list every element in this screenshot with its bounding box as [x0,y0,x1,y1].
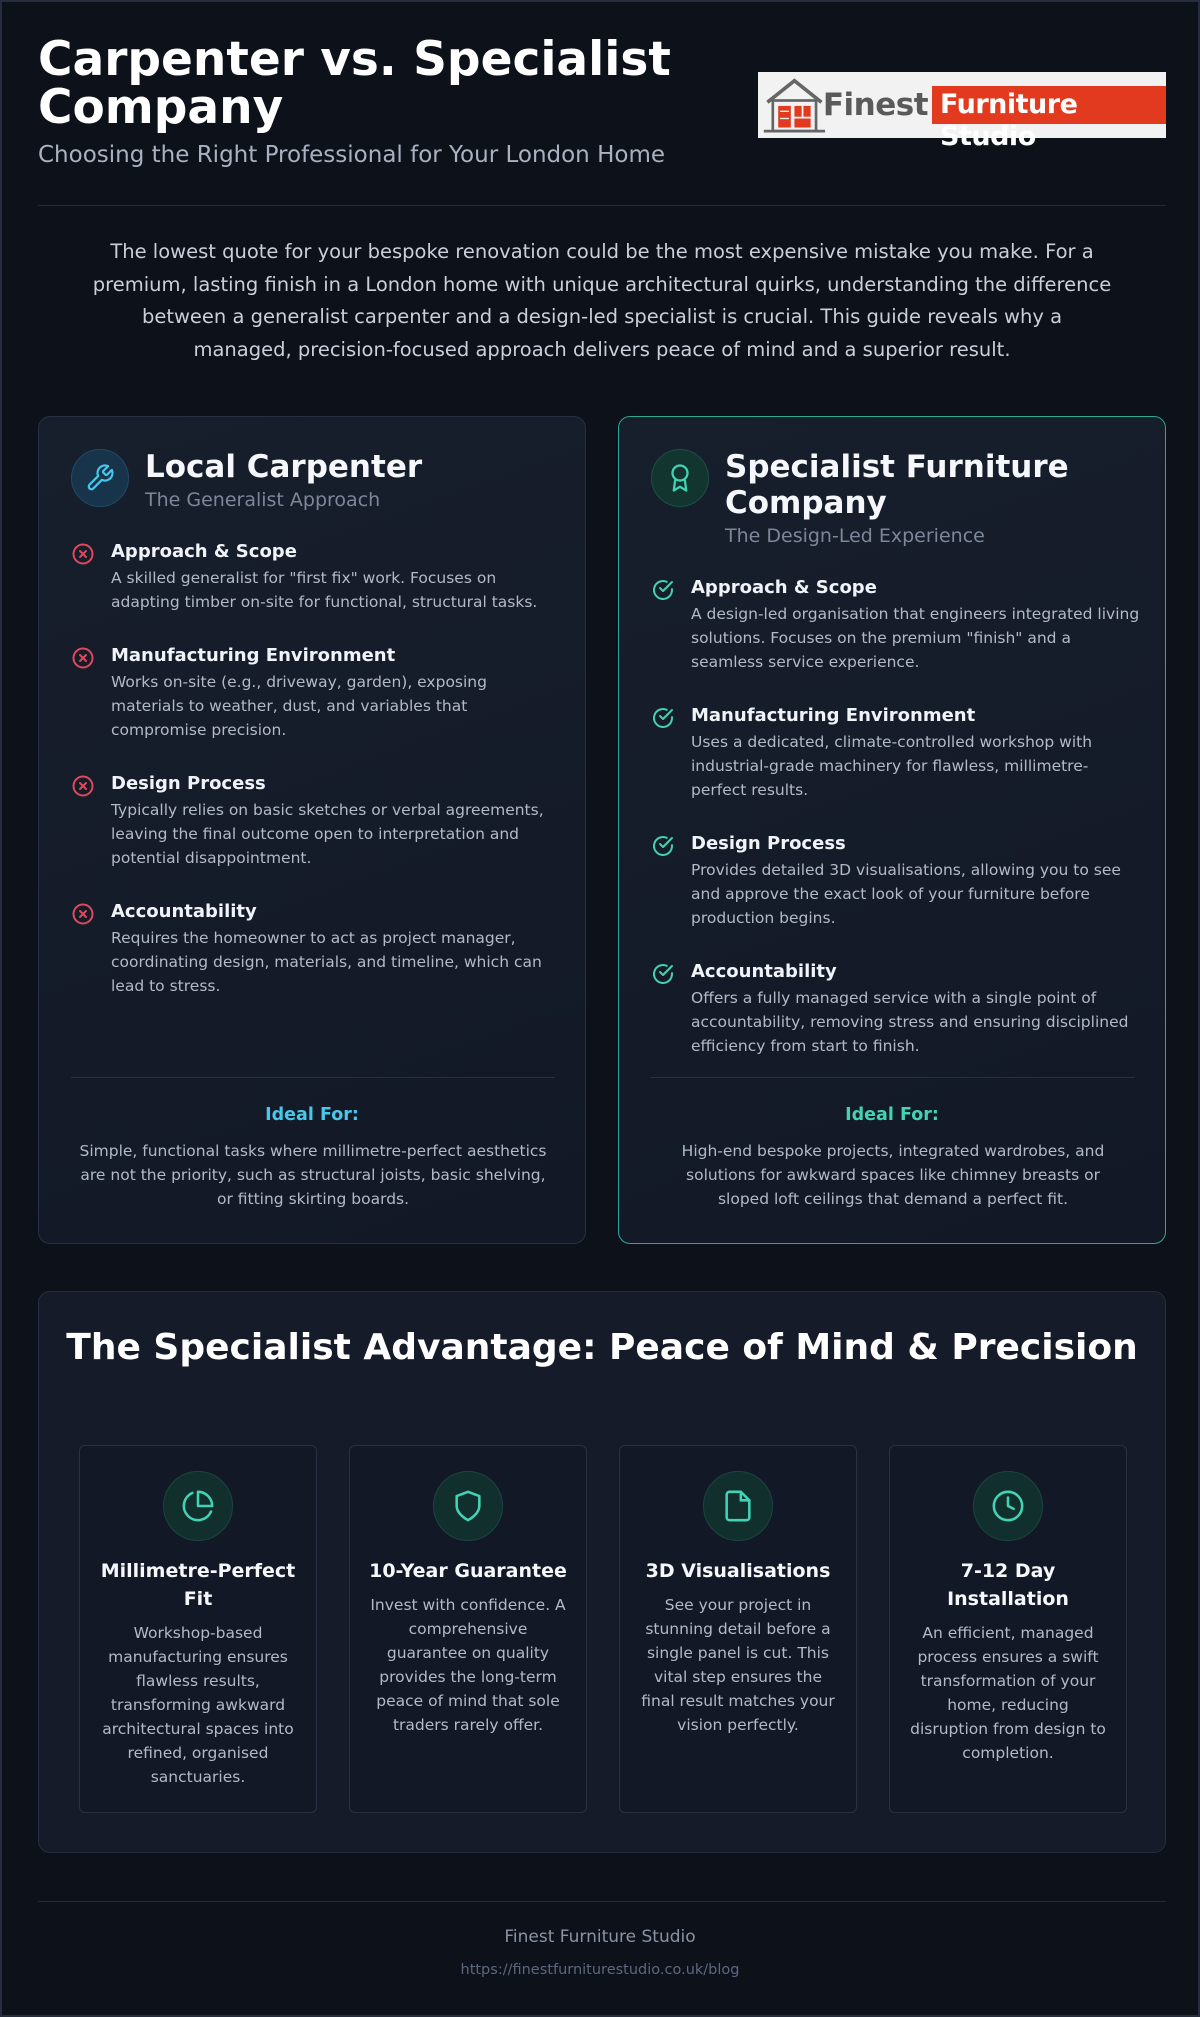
card-divider [651,1077,1135,1078]
shield-icon [433,1471,503,1541]
house-logo-icon [762,72,827,138]
carpenter-card-header [71,449,422,511]
specialist-card [618,416,1166,1244]
item-title: Accountability [691,961,837,982]
list-item [71,539,561,614]
award-icon [651,449,709,507]
list-item [651,831,1141,930]
list-item [71,771,561,870]
x-circle-icon [71,902,95,926]
carpenter-items [71,539,561,1027]
carpenter-card [38,416,586,1244]
item-text: Requires the homeowner to act as project manager, coordinating design, materials, and timeline, which can lead to stress. [111,929,542,995]
carpenter-subtitle: The Generalist Approach [145,489,381,511]
item-text: A skilled generalist for "first fix" work. Focuses on adapting timber on-site for functional, structural tasks. [111,569,538,611]
logo-word-finest: Finest [822,87,929,123]
pie-chart-icon [163,1471,233,1541]
feature-title: 7-12 Day Installation [947,1560,1069,1610]
item-title: Manufacturing Environment [111,645,396,666]
item-text: Works on-site (e.g., driveway, garden), exposing materials to weather, dust, and variables that compromise precision. [111,673,487,739]
x-circle-icon [71,542,95,566]
carpenter-ideal-text: Simple, functional tasks where millimetre-perfect aesthetics are not the priority, such as structural joists, basic shelving, or fitting skirting boards. [79,1142,547,1208]
specialist-card-header [651,449,1105,547]
list-item [71,899,561,998]
card-divider [71,1077,555,1078]
carpenter-title: Local Carpenter [145,449,423,485]
header [38,32,1166,206]
feature-title: 3D Visualisations [645,1560,831,1582]
item-title: Manufacturing Environment [691,705,976,726]
check-circle-icon [651,834,675,858]
advantage-title: The Specialist Advantage: Peace of Mind & Precision [66,1327,1138,1368]
intro-paragraph: The lowest quote for your bespoke renovation could be the most expensive mistake you make. For a premium, lasting finish in a London home with unique architectural quirks, understanding the difference between a generalist carpenter and a design-led specialist is crucial. This guide reveals why a managed, precision-focused approach delivers peace of mind and a superior result. [92,240,1112,361]
item-text: Provides detailed 3D visualisations, allowing you to see and approve the exact look of your furniture before production begins. [691,861,1121,927]
specialist-ideal-text: High-end bespoke projects, integrated wardrobes, and solutions for awkward spaces like chimney breasts or sloped loft ceilings that demand a perfect fit. [681,1142,1105,1208]
feature-text: See your project in stunning detail before a single panel is cut. This vital step ensures the final result matches your vision perfectly. [641,1596,835,1734]
check-circle-icon [651,962,675,986]
feature-title: Millimetre-Perfect Fit [100,1560,296,1610]
list-item [71,643,561,742]
feature-card [349,1445,587,1813]
specialist-items [651,575,1141,1087]
list-item [651,575,1141,674]
footer-divider [38,1901,1166,1902]
x-circle-icon [71,646,95,670]
header-divider [38,205,1166,206]
check-circle-icon [651,578,675,602]
specialist-ideal-label: Ideal For: [845,1105,939,1125]
list-item [651,703,1141,802]
item-title: Approach & Scope [691,577,877,598]
wrench-icon [71,449,129,507]
feature-text: Workshop-based manufacturing ensures flawless results, transforming awkward architectural spaces into refined, organised sanctuaries. [102,1624,294,1786]
item-text: A design-led organisation that engineers integrated living solutions. Focuses on the premium "finish" and a seamless service experience. [691,605,1140,671]
feature-text: An efficient, managed process ensures a swift transformation of your home, reducing disruption from design to completion. [910,1624,1106,1762]
list-item [651,959,1141,1058]
item-title: Design Process [111,773,266,794]
item-title: Design Process [691,833,846,854]
feature-title: 10-Year Guarantee [369,1560,567,1582]
clock-icon [973,1471,1043,1541]
feature-card [79,1445,317,1813]
item-title: Accountability [111,901,257,922]
specialist-title: Specialist Furniture Company [725,449,1069,521]
footer-brand: Finest Furniture Studio [504,1927,696,1947]
advantage-section [38,1291,1166,1853]
page-title: Carpenter vs. Specialist Company [38,32,671,135]
item-text: Offers a fully managed service with a single point of accountability, removing stress and ensuring disciplined efficiency from start to finish. [691,989,1129,1055]
feature-text: Invest with confidence. A comprehensive guarantee on quality provides the long-term peace of mind that sole traders rarely offer. [370,1596,566,1734]
feature-card [619,1445,857,1813]
item-text: Typically relies on basic sketches or verbal agreements, leaving the final outcome open to interpretation and potential disappointment. [111,801,544,867]
footer-link[interactable]: https://finestfurniturestudio.co.uk/blog [460,1962,740,1978]
x-circle-icon [71,774,95,798]
logo-word-studio: Furniture Studio [932,86,1166,124]
brand-logo [758,72,1166,152]
page-subtitle: Choosing the Right Professional for Your London Home [38,142,665,168]
document-icon [703,1471,773,1541]
specialist-subtitle: The Design-Led Experience [725,525,985,547]
item-title: Approach & Scope [111,541,297,562]
check-circle-icon [651,706,675,730]
item-text: Uses a dedicated, climate-controlled workshop with industrial-grade machinery for flawless, millimetre-perfect results. [691,733,1093,799]
feature-card [889,1445,1127,1813]
carpenter-ideal-label: Ideal For: [265,1105,359,1125]
